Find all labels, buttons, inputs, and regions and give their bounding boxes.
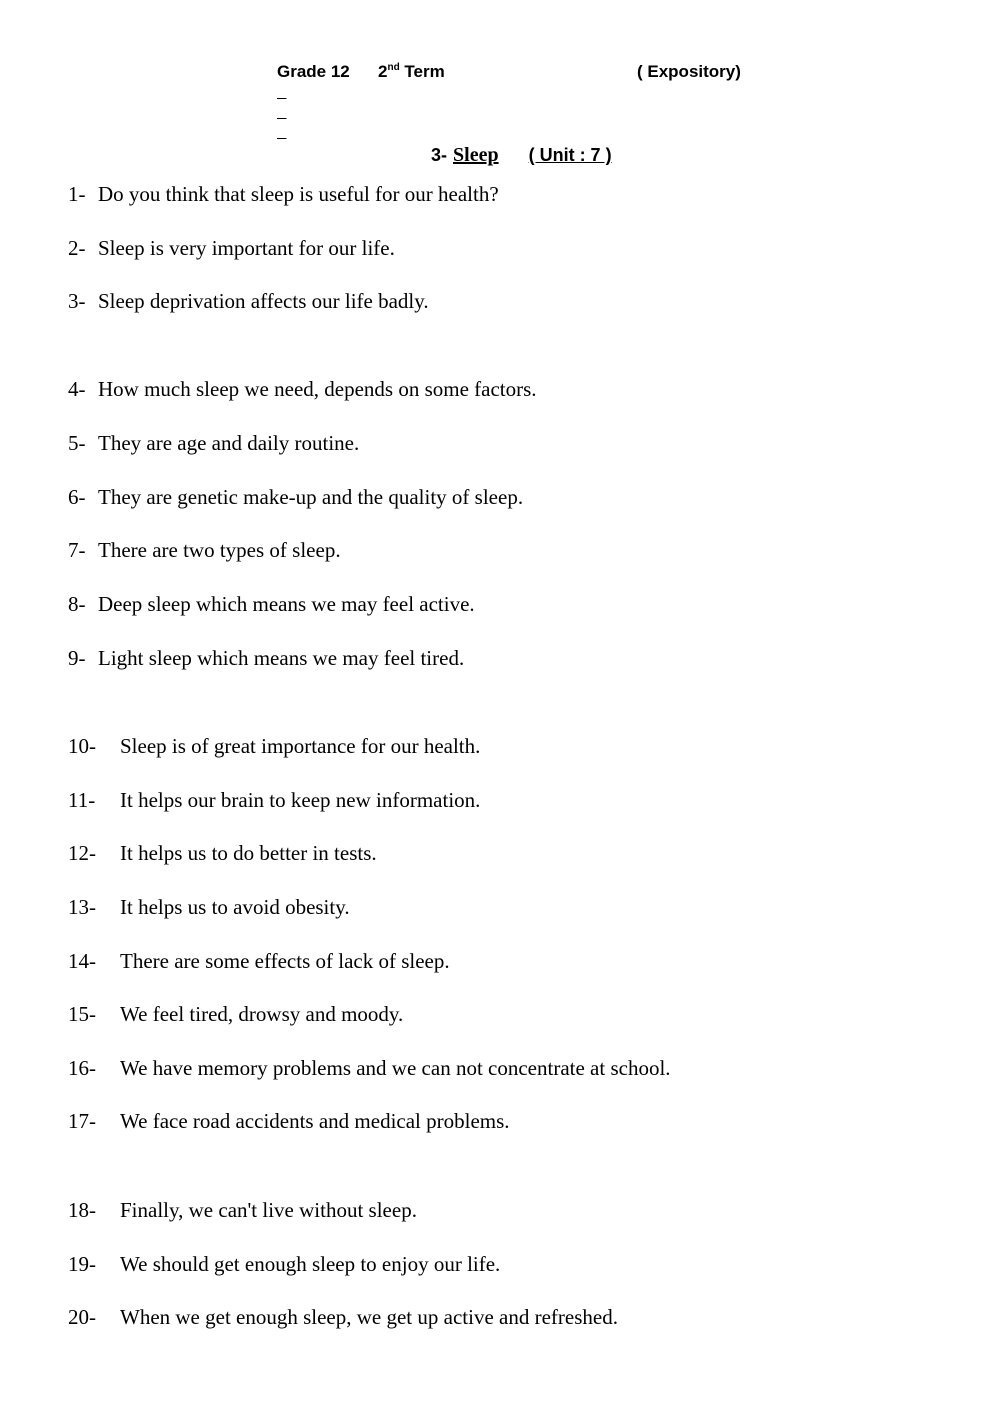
sentence-number: 18- [68,1198,96,1222]
sentence-number: 10- [68,734,96,758]
sentence-number: 11- [68,788,96,812]
sentence-line [68,1197,417,1223]
sentence-text: It helps us to do better in tests. [120,841,377,865]
sentence-text: There are two types of sleep. [98,538,341,562]
sentence-line [68,948,450,974]
sentence-text: Light sleep which means we may feel tired. [98,646,465,670]
sentence-text: Deep sleep which means we may feel active. [98,592,475,616]
page-header [277,62,752,88]
sentence-number: 7- [68,538,86,562]
sentence-number: 15- [68,1002,96,1026]
sentence-text: Finally, we can't live without sleep. [120,1198,417,1222]
term-word: Term [399,62,445,81]
sentence-text: How much sleep we need, depends on some factors. [98,377,537,401]
sentence-line [68,840,377,866]
sentence-number: 8- [68,592,86,616]
sentence-line [68,591,475,617]
sentence-number: 20- [68,1305,96,1329]
sentence-text: They are age and daily routine. [98,431,360,455]
sentence-text: It helps our brain to keep new information. [120,788,481,812]
sentence-text: Sleep is of great importance for our health. [120,734,481,758]
sentence-number: 6- [68,485,86,509]
sentence-number: 5- [68,431,86,455]
genre-label: ( Expository) [637,62,741,81]
sentence-line [68,430,359,456]
term-number: 2 [378,62,388,81]
sentence-line [68,1001,403,1027]
sentence-number: 13- [68,895,96,919]
sentence-line [68,484,523,510]
sentence-line [68,181,499,207]
sentence-number: 12- [68,841,96,865]
sentence-number: 16- [68,1056,96,1080]
term-suffix: nd [387,62,400,73]
sentence-text: We feel tired, drowsy and moody. [120,1002,404,1026]
sentence-text: Sleep is very important for our life. [98,236,395,260]
title-number: 3- [431,145,448,165]
sentence-text: We should get enough sleep to enjoy our life. [120,1252,501,1276]
sentence-number: 4- [68,377,86,401]
title-unit: ( Unit : 7 ) [528,145,612,165]
sentence-number: 19- [68,1252,96,1276]
sentence-line [68,787,480,813]
sentence-text: They are genetic make-up and the quality of sleep. [98,485,524,509]
sentence-text: When we get enough sleep, we get up active and refreshed. [120,1305,618,1329]
sentence-line [68,1108,510,1134]
title-name: Sleep [453,144,499,166]
sentence-text: There are some effects of lack of sleep. [120,949,450,973]
page-title [423,126,612,166]
sentence-line [68,1304,618,1330]
sentence-number: 14- [68,949,96,973]
sentence-number: 9- [68,646,86,670]
sentence-line [68,1055,671,1081]
sentence-number: 17- [68,1109,96,1133]
sentence-text: Sleep deprivation affects our life badly. [98,289,429,313]
sentence-text: We have memory problems and we can not concentrate at school. [120,1056,671,1080]
sentence-line [68,376,537,402]
sentence-text: We face road accidents and medical problems. [120,1109,510,1133]
sentence-line [68,733,480,759]
sentence-number: 3- [68,289,86,313]
sentence-text: Do you think that sleep is useful for our health? [98,182,499,206]
sentence-line [68,1251,500,1277]
sentence-number: 1- [68,182,86,206]
term-label [378,62,445,82]
grade-label: Grade 12 [277,62,350,81]
sentence-line [68,537,341,563]
sentence-number: 2- [68,236,86,260]
sentence-text: It helps us to avoid obesity. [120,895,350,919]
sentence-line [68,894,350,920]
sentence-line [68,645,464,671]
sentence-line [68,235,395,261]
sentence-line [68,288,429,314]
